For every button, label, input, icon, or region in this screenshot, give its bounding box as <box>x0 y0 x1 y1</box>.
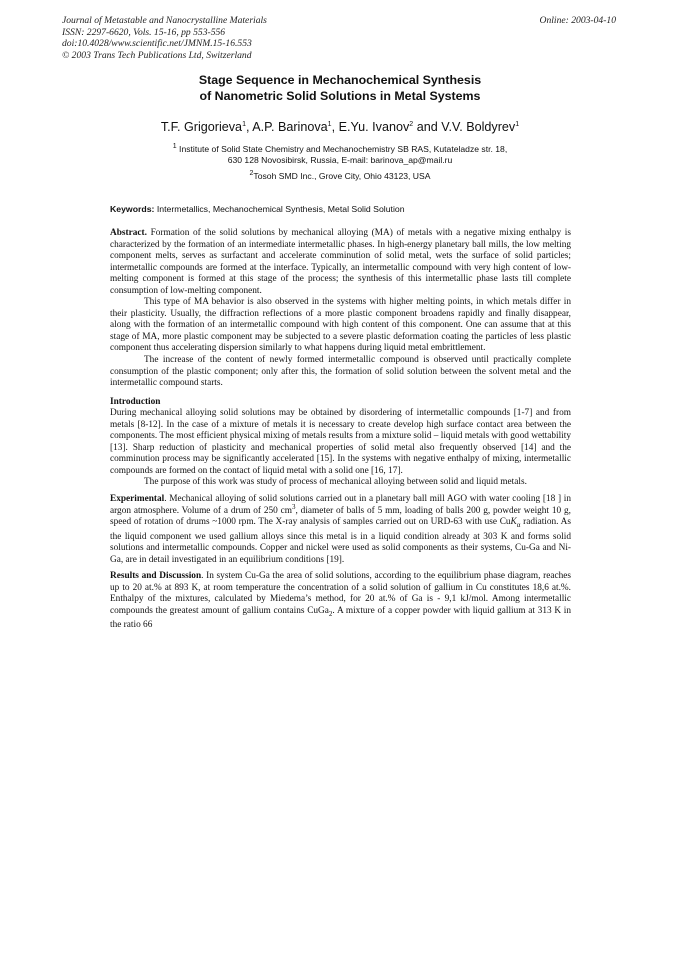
affiliation-1-line-2: 630 128 Novosibirsk, Russia, E-mail: barinova_ap@mail.ru <box>227 155 453 166</box>
abstract-paragraph-1 <box>110 228 571 297</box>
experimental-paragraph <box>110 494 571 566</box>
journal-doi: doi:10.4028/www.scientific.net/JMNM.15-16.553 <box>62 38 252 49</box>
affiliation-mark: 1 <box>172 143 177 151</box>
affiliation-1-line-1 <box>60 144 620 155</box>
journal-issn: ISSN: 2297-6620, Vols. 15-16, pp 553-556 <box>62 26 226 38</box>
affiliation-2 <box>60 171 620 182</box>
affiliation-1 <box>60 144 620 166</box>
experimental-text: . Mechanical alloying of solid solutions carried out in a planetary ball mill AGO with water cooling [18 ] in argon atmosphere. Volume of a drum of 250 cm <box>110 494 571 516</box>
author-name: V.V. Boldyrev <box>441 120 516 134</box>
author-separator: and <box>413 120 442 134</box>
author-affiliation-mark: 2 <box>409 120 414 128</box>
online-date: Online: 2003-04-10 <box>539 15 616 26</box>
experimental-text: radiation. As the liquid component we used gallium alloys since this metal is in a liquid condition already at 303 K and forms solid solutions and intermetallic compounds. Copper and nickel were used as solid components as their systems, Cu-Ga and Ni-Ga, are in detail investigated in an equilibrium conditions [19]. <box>110 517 571 565</box>
results-paragraph <box>110 571 571 632</box>
journal-copyright: © 2003 Trans Tech Publications Ltd, Switzerland <box>62 49 252 61</box>
introduction-paragraph-1: During mechanical alloying solid solutions may be obtained by disordering of intermetallic compounds [1-7] and from metals [8-12]. In the case of a mixture of metals it is necessary to create develop high surface contact area between the components. The most efficient physical mixing of metals results from a mixture solid – liquid metals with good wettability [13]. Sharp reduction of plasticity and mechanical properties of solid metal also frequently observed [14] and the comminution process may be significantly accelerated [15]. In the systems with negative enthalpy of mixing, intermetallic compounds are formed on the contact of liquid metal with a solid one [16, 17]. <box>110 408 571 476</box>
experimental-text: , diameter of balls of 5 mm, loading of balls 200 g, powder weight 10 g, speed of rotation of drums ~1000 rpm. The X-ray analysis of samples carried out on URD-63 with use Cu <box>110 505 571 528</box>
results-text: . A mixture of a copper powder with liquid gallium at 313 K in the ratio 66 <box>110 605 572 631</box>
affiliation-text: Tosoh SMD Inc., Grove City, Ohio 43123, USA <box>253 171 431 181</box>
journal-header <box>62 15 462 61</box>
author-name: E.Yu. Ivanov <box>338 120 410 134</box>
abstract-text: Formation of the solid solutions by mechanical alloying (MA) of metals with a negative mixing enthalpy is characterized by the formation of an intermediate intermetallic phases. In high-energy planetary ball mills, the low melting component melts, serves as surfactant and accelerate comminution of solid metal, wets the surface of solid particles; intermetallic compounds are formed at the interface. Typically, an intermetallic compound with very high content of low-melting component is formed at this stage of the process; the synthesis of this intermetallic phase lasts till complete consumption of low-melting component. <box>110 228 571 296</box>
abstract-paragraph-2: This type of MA behavior is also observed in the systems with higher melting points, in which metals differ in their plasticity. Usually, the diffraction reflections of a more plastic component broadens rapidly and finally disappear, along with the formation of an intermetallic compound with high content of this component. One can assume that at this stage of MA, more plastic component may be subjected to a severe plastic deformation coating the particles of less plastic component thus accelerating dispersion similarly to what happens during liquid metal embrittlement. <box>110 297 571 354</box>
keywords-text: Intermetallics, Mechanochemical Synthesis, Metal Solid Solution <box>154 204 405 214</box>
affiliation-2-line <box>60 171 620 182</box>
k-symbol: K <box>510 517 517 528</box>
introduction-heading: Introduction <box>110 396 161 407</box>
author-affiliation-mark: 1 <box>327 120 332 128</box>
keywords <box>110 204 570 214</box>
keywords-label: Keywords: <box>110 204 155 214</box>
experimental-label: Experimental <box>110 494 165 505</box>
affiliation-text: Institute of Solid State Chemistry and Mechanochemistry SB RAS, Kutateladze str. 18, <box>176 144 508 154</box>
results-text: . In system Cu-Ga the area of solid solutions, according to the equilibrium phase diagram, reaches up to 20 at.% at 893 K, at room temperature the concentration of a solid solution of gallium in Cu constitutes 18,6 at.%. Enthalpy of the mixtures, calculated by Miedema’s method, for 20 at.% of Ga is - 9,1 kJ/mol. Among intermetallic compounds the greatest amount of gallium contains CuGa <box>110 571 571 616</box>
abstract-label: Abstract. <box>110 228 147 238</box>
author-separator: , <box>245 120 253 134</box>
author-name: A.P. Barinova <box>252 120 328 134</box>
paper-body <box>110 228 571 632</box>
results-label: Results and Discussion <box>110 571 202 582</box>
introduction-paragraph-2: The purpose of this work was study of process of mechanical alloying between solid and liquid metals. <box>144 477 527 488</box>
author-affiliation-mark: 1 <box>515 120 520 128</box>
abstract-paragraph-3: The increase of the content of newly formed intermetallic compound is observed until practically complete consumption of the plastic component; only after this, the formation of solid solution between the solvent metal and the intermetallic compound starts. <box>110 355 571 389</box>
affiliation-mark: 2 <box>249 170 254 178</box>
paper-title <box>60 73 620 104</box>
title-line-2: of Nanometric Solid Solutions in Metal Systems <box>199 88 481 103</box>
author-list <box>60 120 620 134</box>
alpha-subscript: α <box>516 520 521 529</box>
author-affiliation-mark: 1 <box>242 120 246 128</box>
author-name: T.F. Grigorieva <box>160 120 243 134</box>
superscript: 3 <box>292 502 296 511</box>
subscript: 2 <box>328 609 333 618</box>
journal-name: Journal of Metastable and Nanocrystalline Materials <box>62 15 267 26</box>
title-line-1: Stage Sequence in Mechanochemical Synthesis <box>198 73 482 87</box>
author-separator: , <box>331 120 339 134</box>
